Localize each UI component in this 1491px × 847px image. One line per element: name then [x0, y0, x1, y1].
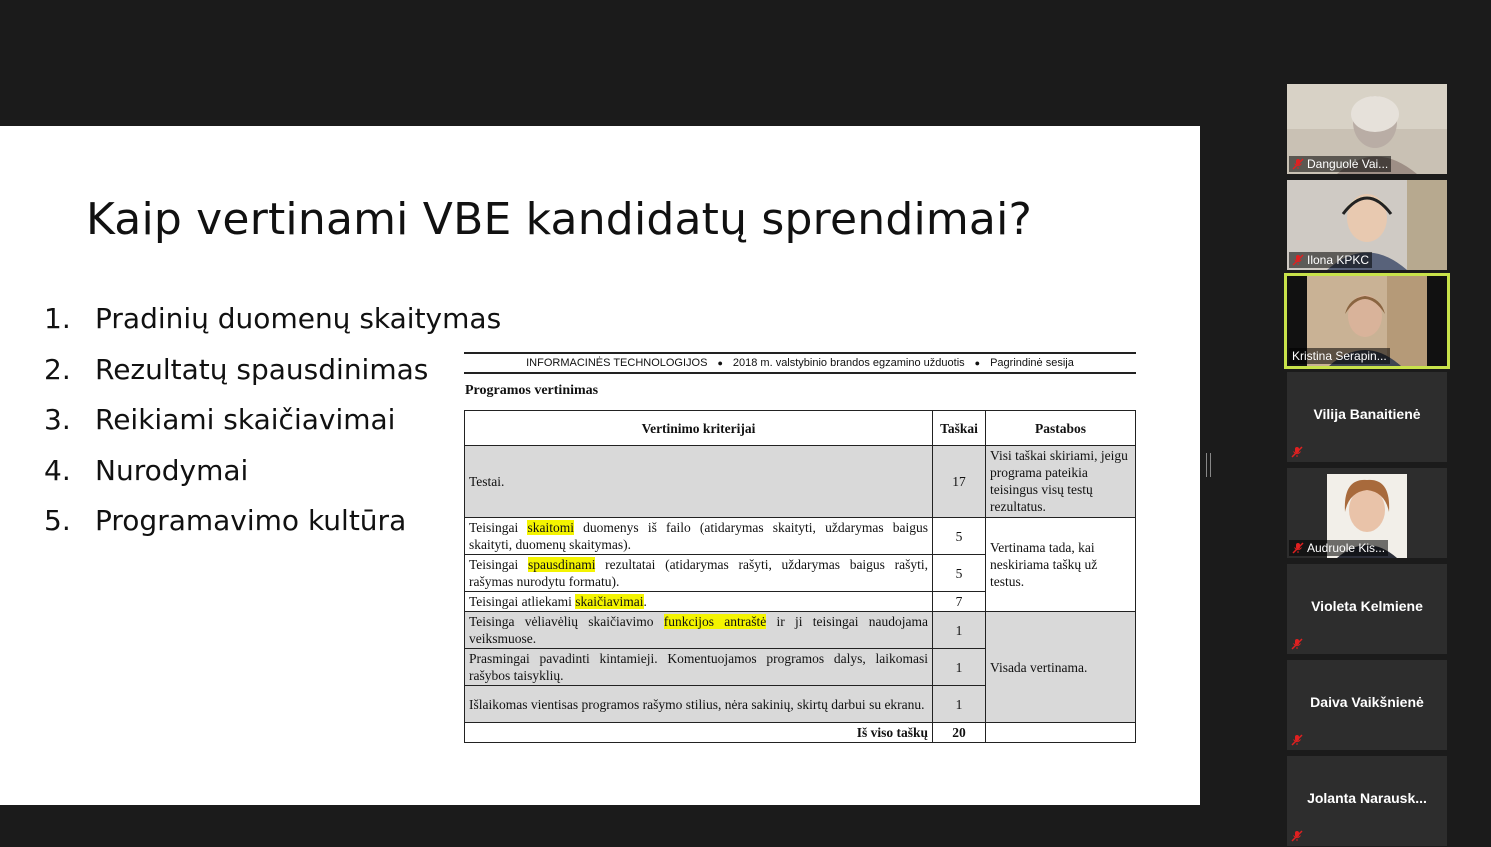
table-row: Teisingai spausdinami rezultatai (atidarymas rašyti, uždarymas baigus rašyti, rašymas nurodytu formatu). 5	[465, 555, 1136, 592]
column-header: Taškai	[933, 411, 986, 446]
bullet-item: 5. Programavimo kultūra	[44, 504, 407, 537]
participant-label: Danguolė Vai...	[1289, 156, 1391, 172]
slide-bullet-list	[44, 294, 501, 547]
highlight: spausdinami	[527, 557, 596, 572]
table-row: Teisingai atliekami skaičiavimai. 7	[465, 592, 1136, 612]
bullet-item: 2. Rezultatų spausdinimas	[44, 352, 429, 386]
participant-tile[interactable]	[1287, 660, 1447, 750]
table-row: Išlaikomas vientisas programos rašymo stilius, nėra sakinių, skirtų darbui su ekranu. 1	[465, 686, 1136, 723]
table-row: Testai. 17 Visi taškai skiriami, jeigu programa pateikia teisingus visų testų rezultatus.	[465, 446, 1136, 518]
participant-tile[interactable]	[1287, 564, 1447, 654]
column-header: Vertinimo kriterijai	[465, 411, 933, 446]
participant-name: Jolanta Narausk...	[1307, 790, 1427, 806]
participant-tile[interactable]	[1287, 84, 1447, 174]
microphone-muted-icon	[1291, 638, 1303, 650]
table-row: Teisinga vėliavėlių skaičiavimo funkcijos antraštė ir ji teisingai naudojama veiksmuose. 1 Visada vertinama.	[465, 612, 1136, 649]
table-header-row	[465, 411, 1136, 446]
bullet-item: 3. Reikiami skaičiavimai	[44, 403, 396, 436]
participant-name: Vilija Banaitienė	[1313, 406, 1421, 422]
criteria-table	[464, 410, 1136, 743]
participant-label: Ilona KPKC	[1289, 252, 1372, 268]
microphone-muted-icon	[1291, 734, 1303, 746]
microphone-muted-icon	[1292, 254, 1304, 266]
participant-tile-active-speaker[interactable]	[1287, 276, 1447, 366]
microphone-muted-icon	[1291, 830, 1303, 842]
participant-label: Audruole Kis...	[1289, 540, 1388, 556]
participant-name: Daiva Vaikšnienė	[1310, 694, 1424, 710]
document-section-title: Programos vertinimas	[465, 383, 599, 398]
participant-tile[interactable]	[1287, 468, 1447, 558]
microphone-muted-icon	[1292, 542, 1304, 554]
participant-label: Kristina Serapin...	[1289, 348, 1390, 364]
highlight: skaitomi	[527, 520, 574, 535]
participant-tile[interactable]	[1287, 372, 1447, 462]
bullet-item: 1. Pradinių duomenų skaitymas	[44, 302, 502, 335]
highlight: skaičiavimai	[575, 594, 644, 609]
table-row: Teisingai skaitomi duomenys iš failo (atidarymas skaityti, uždarymas baigus skaityti, duomenų skaitymas). 5 Vertinama tada, kai neskiriama taškų už testus.	[465, 518, 1136, 555]
participant-tile[interactable]	[1287, 180, 1447, 270]
shared-slide	[0, 126, 1200, 805]
table-row: Prasmingai pavadinti kintamieji. Komentuojamos programos dalys, laikomasi rašybos taisyklių. 1	[465, 649, 1136, 686]
slide-title: Kaip vertinami VBE kandidatų sprendimai?	[86, 194, 1033, 245]
bullet-item: 4. Nurodymai	[44, 453, 249, 487]
microphone-muted-icon	[1291, 446, 1303, 458]
column-header: Pastabos	[986, 411, 1136, 446]
document-header: INFORMACINĖS TECHNOLOGIJOS ● 2018 m. valstybinio brandos egzamino užduotis ● Pagrindinė sesija	[464, 352, 1136, 374]
panel-resize-handle[interactable]	[1206, 453, 1211, 477]
participant-name: Violeta Kelmiene	[1311, 598, 1423, 614]
participant-tile[interactable]	[1287, 756, 1447, 846]
highlight: funkcijos antraštė	[663, 614, 767, 629]
microphone-muted-icon	[1292, 158, 1304, 170]
table-total-row: Iš viso taškų 20	[465, 723, 1136, 743]
